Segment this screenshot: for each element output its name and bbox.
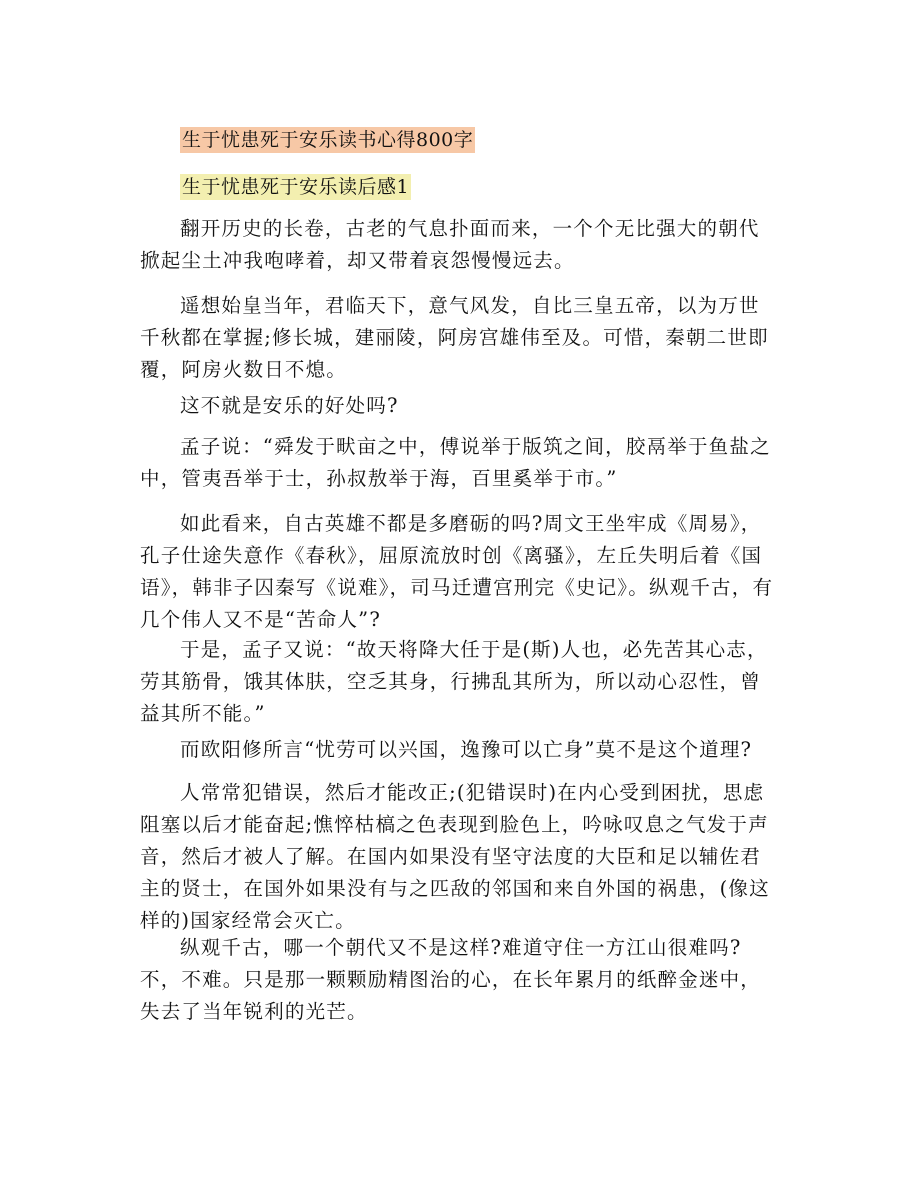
paragraph: 遥想始皇当年，君临天下，意气风发，自比三皇五帝，以为万世千秋都在掌握;修长城，建丽陵，阿房宫雄伟至及。可惜，秦朝二世即覆，阿房火数日不熄。: [140, 294, 769, 381]
paragraph: 翻开历史的长卷，古老的气息扑面而来，一个个无比强大的朝代掀起尘土冲我咆哮着，却又带着哀怨慢慢远去。: [140, 217, 760, 272]
paragraph: 而欧阳修所言“忧劳可以兴国，逸豫可以亡身”莫不是这个道理?: [180, 738, 753, 761]
paragraph: 人常常犯错误，然后才能改正;(犯错误时)在内心受到困扰，思虑阻塞以后才能奋起;憔悴枯槁之色表现到脸色上，吟咏叹息之气发于声音，然后才被人了解。在国内如果没有坚守法度的大臣和足以辅佐君主的贤士，在国外如果没有与之匹敌的邻国和来自外国的祸患，(像这样的)国家经常会灭亡。: [140, 781, 770, 932]
paragraph: 这不就是安乐的好处吗?: [180, 394, 399, 417]
paragraph: 如此看来，自古英雄不都是多磨砺的吗?周文王坐牢成《周易》，孔子仕途失意作《春秋》，屈原流放时创《离骚》，左丘失明后着《国语》，韩非子囚秦写《说难》，司马迁遭宫刑完《史记》。纵观千古，有几个伟人又不是“苦命人”?: [140, 512, 774, 631]
paragraph: 纵观千古，哪一个朝代又不是这样?难道守住一方江山很难吗?不，不难。只是那一颗颗励精图治的心，在长年累月的纸醉金迷中，失去了当年锐利的光芒。: [140, 936, 762, 1023]
paragraph: 于是，孟子又说：“故天将降大任于是(斯)人也，必先苦其心志，劳其筋骨，饿其体肤，空乏其身，行拂乱其所为，所以动心忍性，曾益其所不能。”: [140, 638, 768, 725]
document-title: 生于忧患死于安乐读书心得800字: [182, 129, 474, 151]
paragraph: 孟子说：“舜发于畎亩之中，傅说举于版筑之间，胶鬲举于鱼盐之中，管夷吾举于士，孙叔敖举于海，百里奚举于市。”: [140, 435, 771, 490]
document-subtitle: 生于忧患死于安乐读后感1: [182, 176, 410, 198]
